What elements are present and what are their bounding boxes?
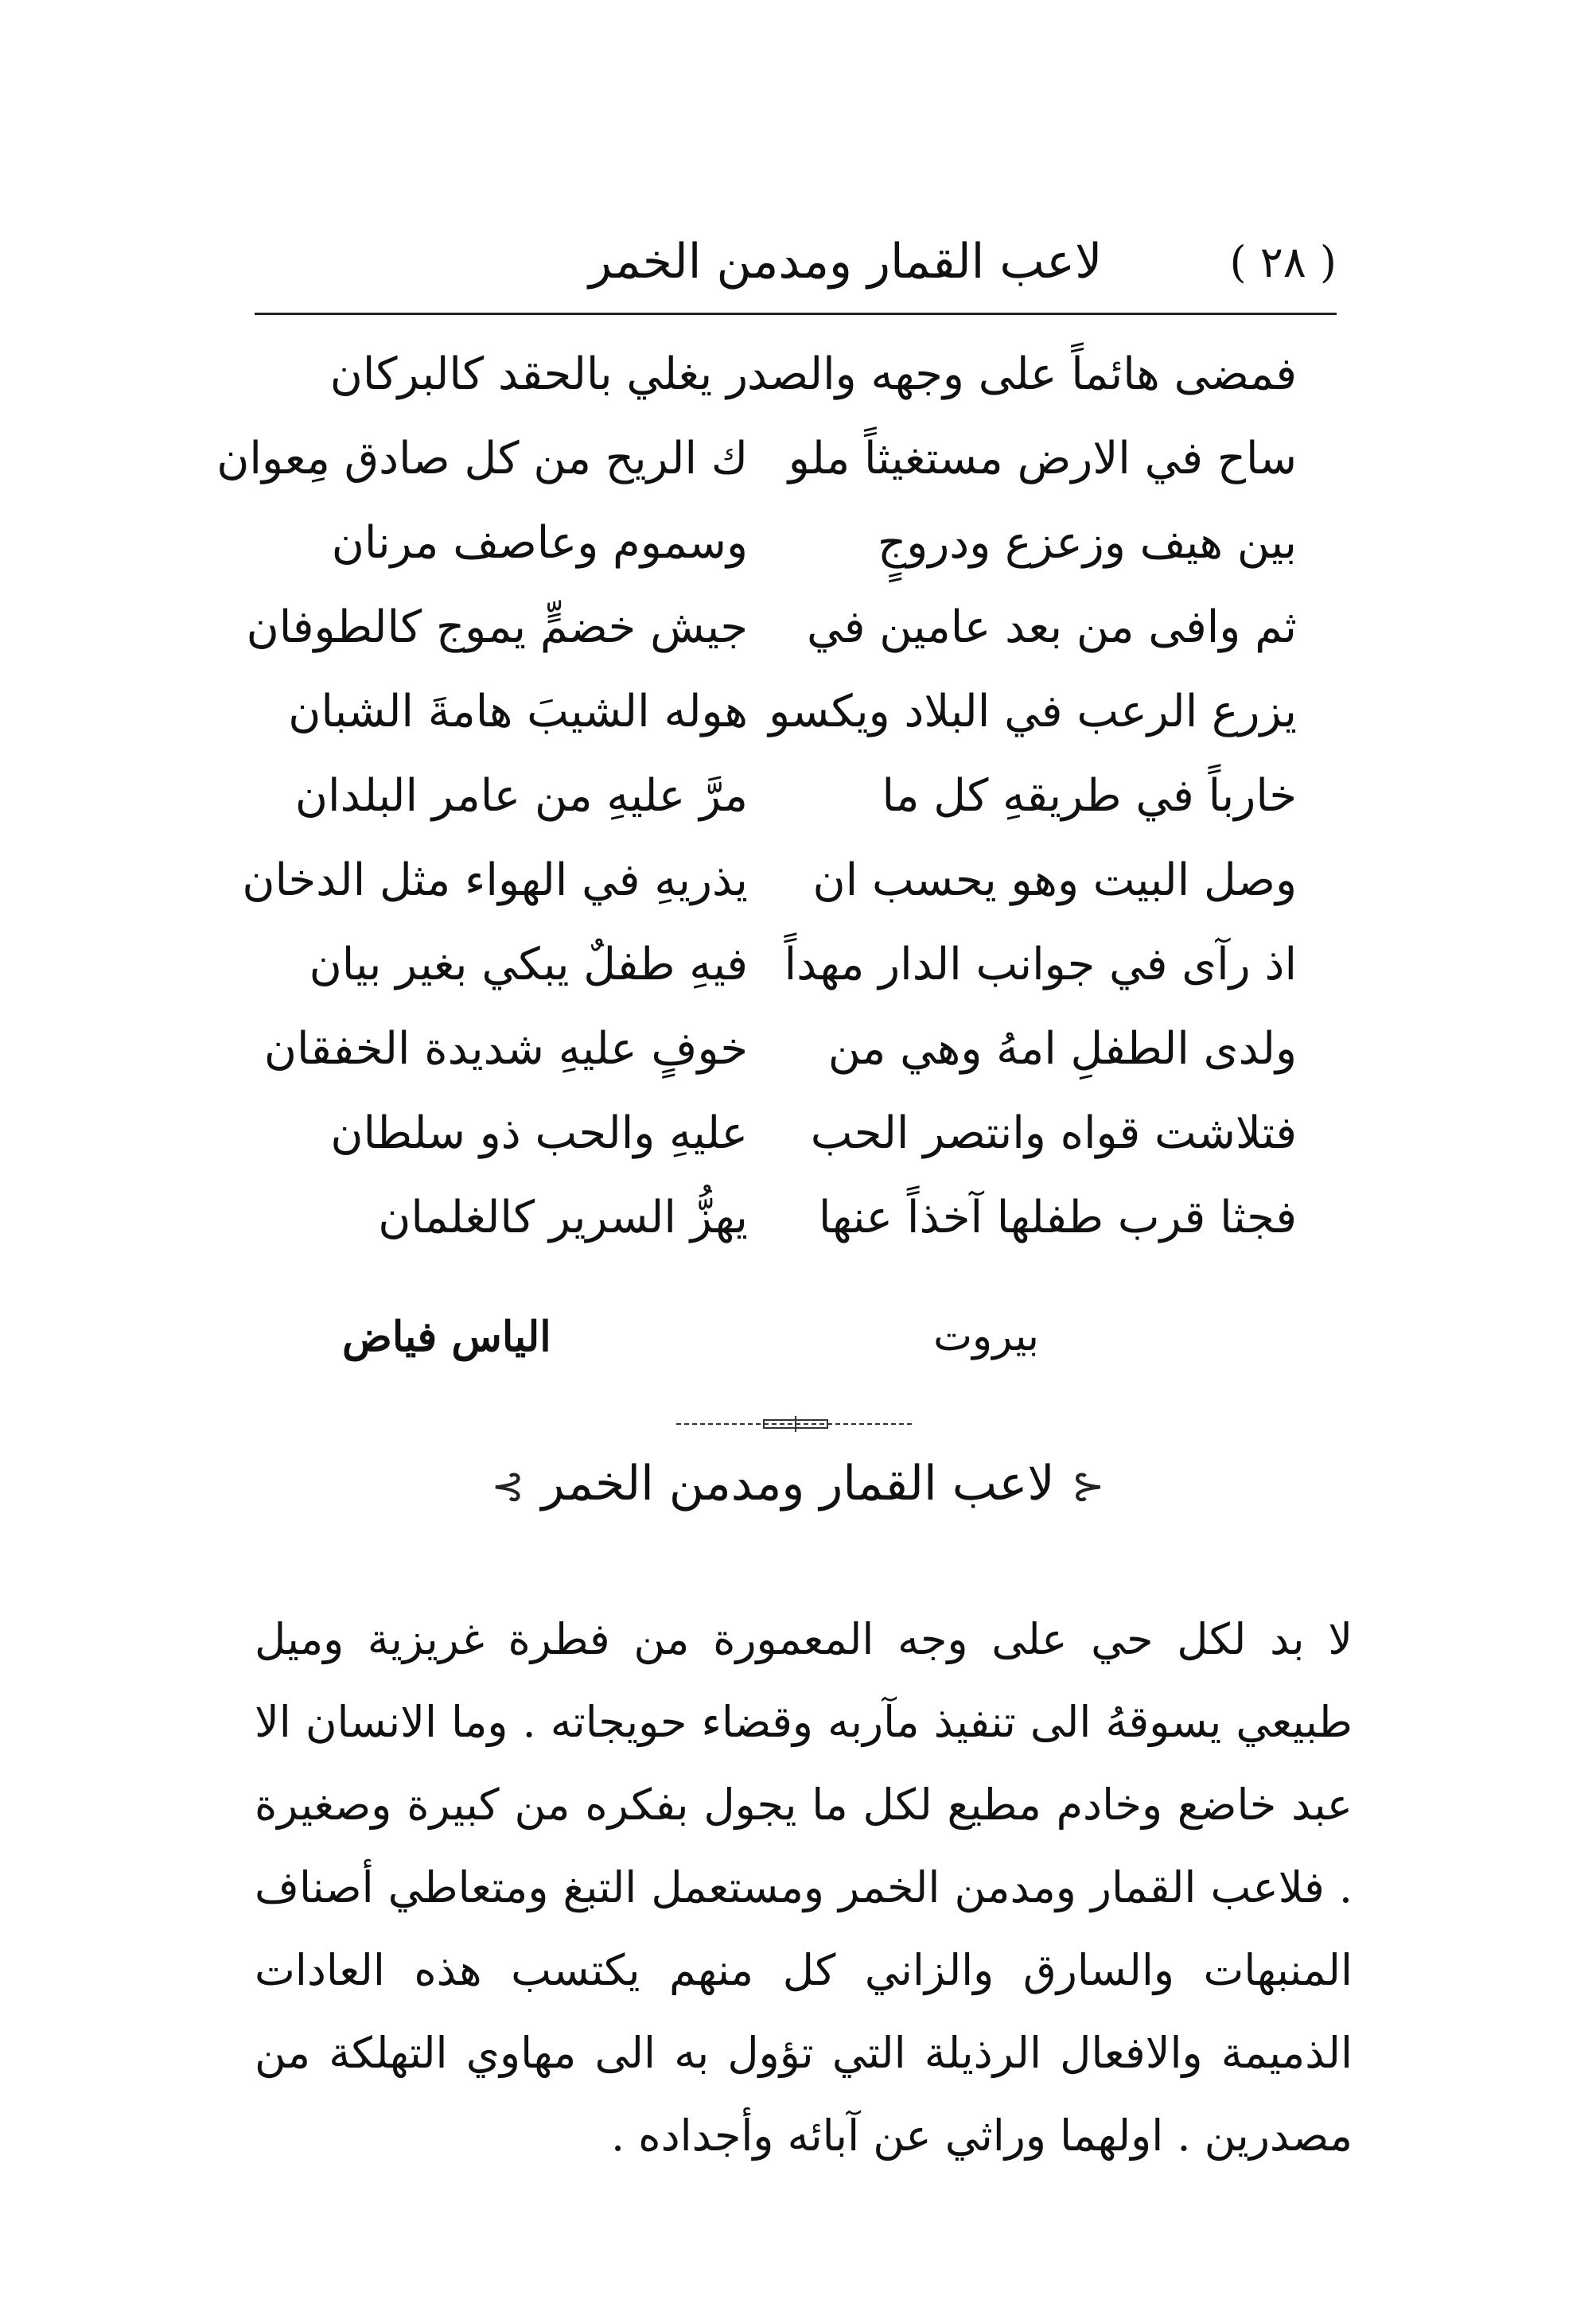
verse-second-half: يذريهِ في الهواء مثل الدخان <box>242 854 748 906</box>
poem-verse <box>263 1009 1297 1093</box>
verse-second-half: مرَّ عليهِ من عامر البلدان <box>294 770 748 822</box>
verse-second-half: عليهِ والحب ذو سلطان <box>330 1107 748 1159</box>
poem-verse <box>246 587 1297 671</box>
poem-verse <box>302 1177 1297 1262</box>
ornamental-divider <box>676 1416 915 1432</box>
page-number: ( ٢٨ ) <box>1229 237 1337 287</box>
verse-second-half: يهزُّ السرير كالغلمان <box>378 1192 748 1243</box>
verse-second-half: جيش خضمٍّ يموج كالطوفان <box>246 601 748 653</box>
poem-verse <box>294 756 1297 840</box>
verse-first-half: ساح في الارض مستغيثاً ملو <box>788 433 1297 484</box>
signature-place: بيروت <box>933 1313 1039 1360</box>
verse-second-half: خوفٍ عليهِ شديدة الخفقان <box>263 1023 748 1075</box>
left-ornament-icon: ⊰ <box>1071 1463 1105 1509</box>
poem-signature <box>0 1313 1596 1376</box>
section-title: لاعب القمار ومدمن الخمر <box>541 1456 1055 1512</box>
verse-first-half: بين هيف وزعزع ودروجٍ <box>878 517 1297 569</box>
poem <box>216 334 1297 1262</box>
verse-first-half: فتلاشت قواه وانتصر الحب <box>810 1107 1297 1159</box>
verse-second-half: وسموم وعاصف مرنان <box>331 517 748 569</box>
verse-second-half: ك الريح من كل صادق مِعوان <box>216 433 748 484</box>
verse-first-half: اذ رآى في جوانب الدار مهداً <box>784 939 1297 990</box>
body-paragraph: لا بد لكل حي على وجه المعمورة من فطرة غريزية وميل طبيعي يسوقهُ الى تنفيذ مآربه وقضاء حويجاته . وما الانسان الا عبد خاضع وخادم مطيع لكل ما يجول بفكره من كبيرة وصغيرة . فلاعب القمار ومدمن الخمر ومستعمل التبغ ومتعاطي أصناف المنبهات والسارق والزاني كل منهم يكتسب هذه العادات الذميمة والافعال الرذيلة التي تؤول به الى مهاوي التهلكة من مصدرين . اولهما وراثي عن آبائه وأجداده . <box>255 1614 1353 2161</box>
verse-second-half: فيهِ طفلٌ يبكي بغير بيان <box>309 939 748 990</box>
running-title: لاعب القمار ومدمن الخمر <box>589 234 1103 290</box>
verse-second-half: هوله الشيبَ هامةَ الشبان <box>288 686 748 737</box>
poem-verse <box>288 671 1297 756</box>
verse-first-half: فجثا قرب طفلها آخذاً عنها <box>818 1192 1297 1243</box>
section-heading <box>0 1456 1596 1512</box>
page-header <box>263 223 1337 294</box>
verse-second-half: ر يغلي بالحقد كالبركان <box>329 348 748 400</box>
poem-verse <box>302 924 1297 1009</box>
verse-first-half: خارباً في طريقهِ كل ما <box>882 770 1297 822</box>
verse-first-half: ولدى الطفلِ امهُ وهي من <box>827 1023 1297 1075</box>
poem-verse <box>302 334 1297 418</box>
poem-verse <box>302 1093 1297 1177</box>
verse-first-half: فمضى هائماً على وجهه والصد <box>747 348 1297 400</box>
poem-verse <box>302 503 1297 587</box>
verse-first-half: وصل البيت وهو يحسب ان <box>812 854 1297 906</box>
poem-verse <box>216 418 1297 503</box>
right-ornament-icon: ⊱ <box>491 1463 525 1509</box>
verse-first-half: ثم وافى من بعد عامين في <box>807 601 1297 653</box>
header-rule <box>255 313 1337 315</box>
verse-first-half: يزرع الرعب في البلاد ويكسو <box>769 686 1297 737</box>
poem-verse <box>242 840 1297 924</box>
signature-author: الياس فياض <box>342 1313 551 1361</box>
